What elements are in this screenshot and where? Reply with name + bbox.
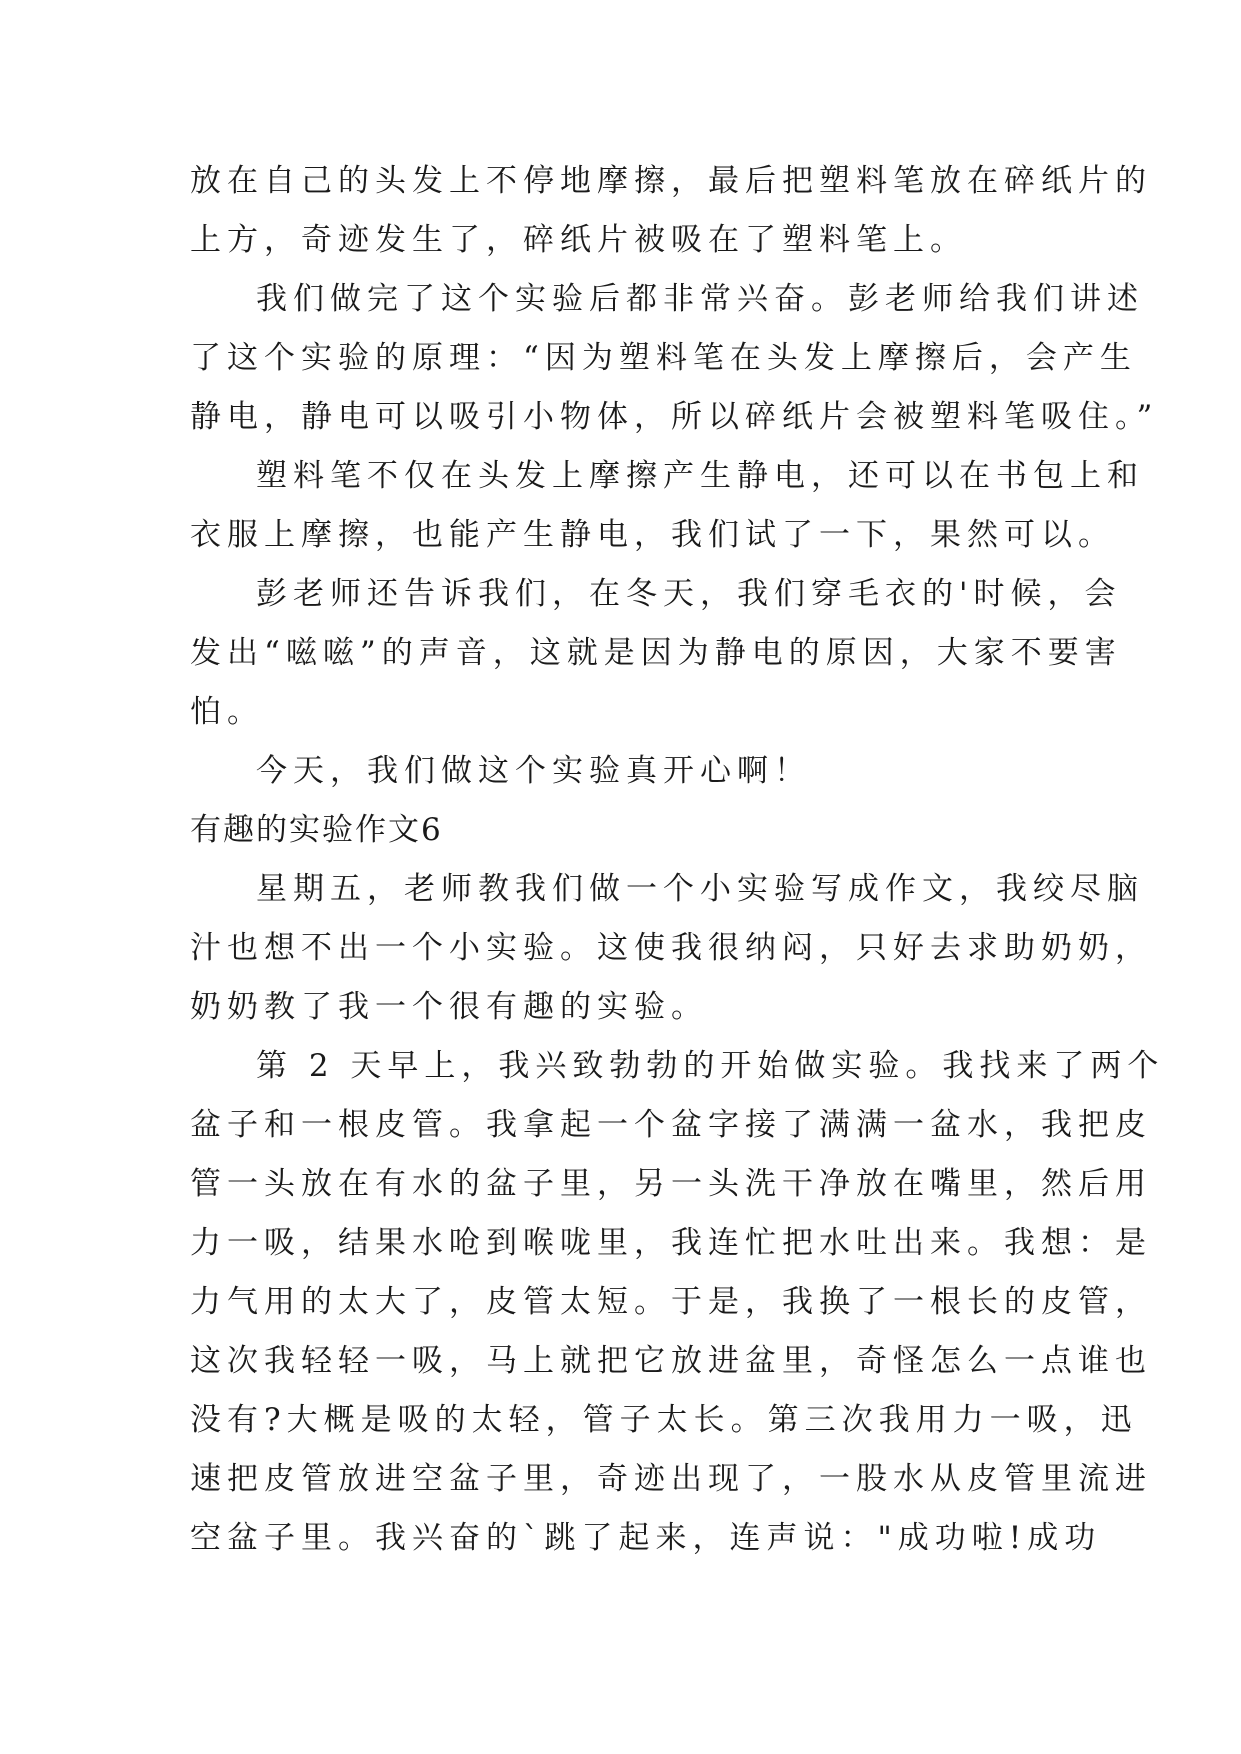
- document-body: [190, 152, 1165, 1568]
- text-line: 奶奶教了我一个很有趣的实验。: [190, 989, 708, 1025]
- text-line: 静电，静电可以吸引小物体，所以碎纸片会被塑料笔吸住。”: [190, 399, 1159, 435]
- text-line: 放在自己的头发上不停地摩擦，最后把塑料笔放在碎纸片的: [190, 163, 1152, 199]
- text-line: 速把皮管放进空盆子里，奇迹出现了，一股水从皮管里流进: [190, 1461, 1152, 1497]
- paragraph-start-line: 我们做完了这个实验后都非常兴奋。彭老师给我们讲述: [256, 281, 1144, 317]
- paragraph-start-line: 星期五，老师教我们做一个小实验写成作文，我绞尽脑: [256, 871, 1144, 907]
- text-line: 盆子和一根皮管。我拿起一个盆字接了满满一盆水，我把皮: [190, 1107, 1152, 1143]
- text-line: 汁也想不出一个小实验。这使我很纳闷，只好去求助奶奶，: [190, 930, 1152, 966]
- text-line: 上方，奇迹发生了，碎纸片被吸在了塑料笔上。: [190, 222, 967, 258]
- text-line: 管一头放在有水的盆子里，另一头洗干净放在嘴里，然后用: [190, 1166, 1152, 1202]
- text-line: 衣服上摩擦，也能产生静电，我们试了一下，果然可以。: [190, 517, 1115, 553]
- text-line: 怕。: [190, 694, 264, 730]
- text-line: 发出“嗞嗞”的声音，这就是因为静电的原因，大家不要害: [190, 635, 1122, 671]
- text-line: 这次我轻轻一吸，马上就把它放进盆里，奇怪怎么一点谁也: [190, 1343, 1152, 1379]
- section-heading: 有趣的实验作文6: [190, 812, 443, 848]
- text-line: 了这个实验的原理：“因为塑料笔在头发上摩擦后，会产生: [190, 340, 1137, 376]
- text-line: 力一吸，结果水呛到喉咙里，我连忙把水吐出来。我想：是: [190, 1225, 1152, 1261]
- paragraph-start-line: 今天，我们做这个实验真开心啊！: [256, 753, 811, 789]
- text-line: 力气用的太大了，皮管太短。于是，我换了一根长的皮管，: [190, 1284, 1152, 1320]
- text-line: 空盆子里。我兴奋的`跳了起来，连声说："成功啦!成功: [190, 1520, 1102, 1556]
- paragraph-start-line: 第 2 天早上，我兴致勃勃的开始做实验。我找来了两个: [256, 1048, 1165, 1084]
- paragraph-start-line: 塑料笔不仅在头发上摩擦产生静电，还可以在书包上和: [256, 458, 1144, 494]
- paragraph-start-line: 彭老师还告诉我们，在冬天，我们穿毛衣的'时候，会: [256, 576, 1122, 612]
- text-line: 没有?大概是吸的太轻，管子太长。第三次我用力一吸，迅: [190, 1402, 1138, 1438]
